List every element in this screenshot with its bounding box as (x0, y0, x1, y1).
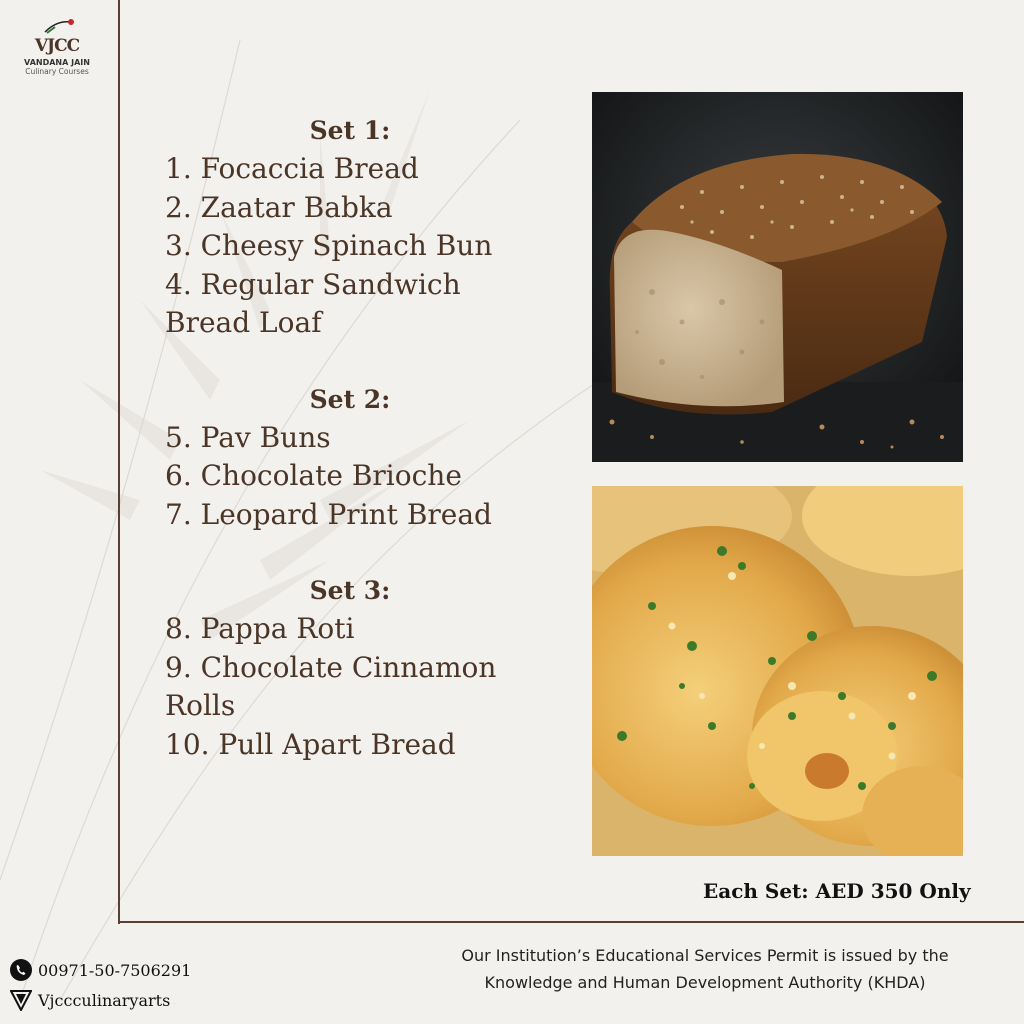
menu-item: Bread Loaf (165, 306, 322, 339)
set-title: Set 3: (309, 576, 391, 605)
set-3 (165, 572, 565, 764)
phone-icon (8, 957, 34, 983)
menu-item: 8. Pappa Roti (165, 612, 355, 645)
set-1 (165, 112, 565, 343)
phone-number: 00971-50-7506291 (38, 960, 192, 980)
menu-item: 4. Regular Sandwich (165, 267, 461, 301)
garlic-bun-photo (592, 486, 963, 856)
menu-item: 3. Cheesy Spinach Bun (165, 229, 493, 262)
menu-item: 5. Pav Buns (165, 420, 331, 454)
permit-line: Our Institution’s Educational Services Permit is issued by the (461, 946, 949, 965)
vertical-divider (118, 0, 120, 924)
menu-item: 6. Chocolate Brioche (165, 459, 462, 492)
social-triangle-icon (8, 987, 34, 1013)
menu-item: 7. Leopard Print Bread (165, 497, 492, 531)
menu-item: 9. Chocolate Cinnamon (165, 650, 497, 684)
chef-hat-icon (37, 18, 77, 36)
set-title: Set 1: (309, 116, 391, 145)
phone-contact[interactable] (8, 955, 191, 985)
social-handle: Vjccculinaryarts (38, 990, 171, 1010)
menu-item: Rolls (165, 689, 236, 722)
contact-info (8, 955, 191, 1015)
menu-item: 10. Pull Apart Bread (165, 727, 456, 761)
logo-subtitle: Culinary Courses (25, 67, 89, 76)
permit-line: Knowledge and Human Development Authority (KHDA) (484, 973, 926, 992)
brand-logo (12, 18, 102, 76)
logo-name: VANDANA JAIN (24, 58, 90, 67)
menu-item: 2. Zaatar Babka (165, 190, 393, 224)
set-title: Set 2: (309, 384, 391, 414)
set-2 (165, 381, 565, 535)
logo-mark: VJCC (34, 36, 80, 56)
social-contact[interactable] (8, 985, 191, 1015)
horizontal-divider (118, 921, 1024, 923)
menu-item: 1. Focaccia Bread (165, 152, 419, 185)
bread-loaf-photo (592, 92, 963, 462)
set-price: Each Set: AED 350 Only (703, 879, 971, 903)
khda-permit-notice (395, 942, 1015, 996)
bread-menu (165, 112, 565, 764)
